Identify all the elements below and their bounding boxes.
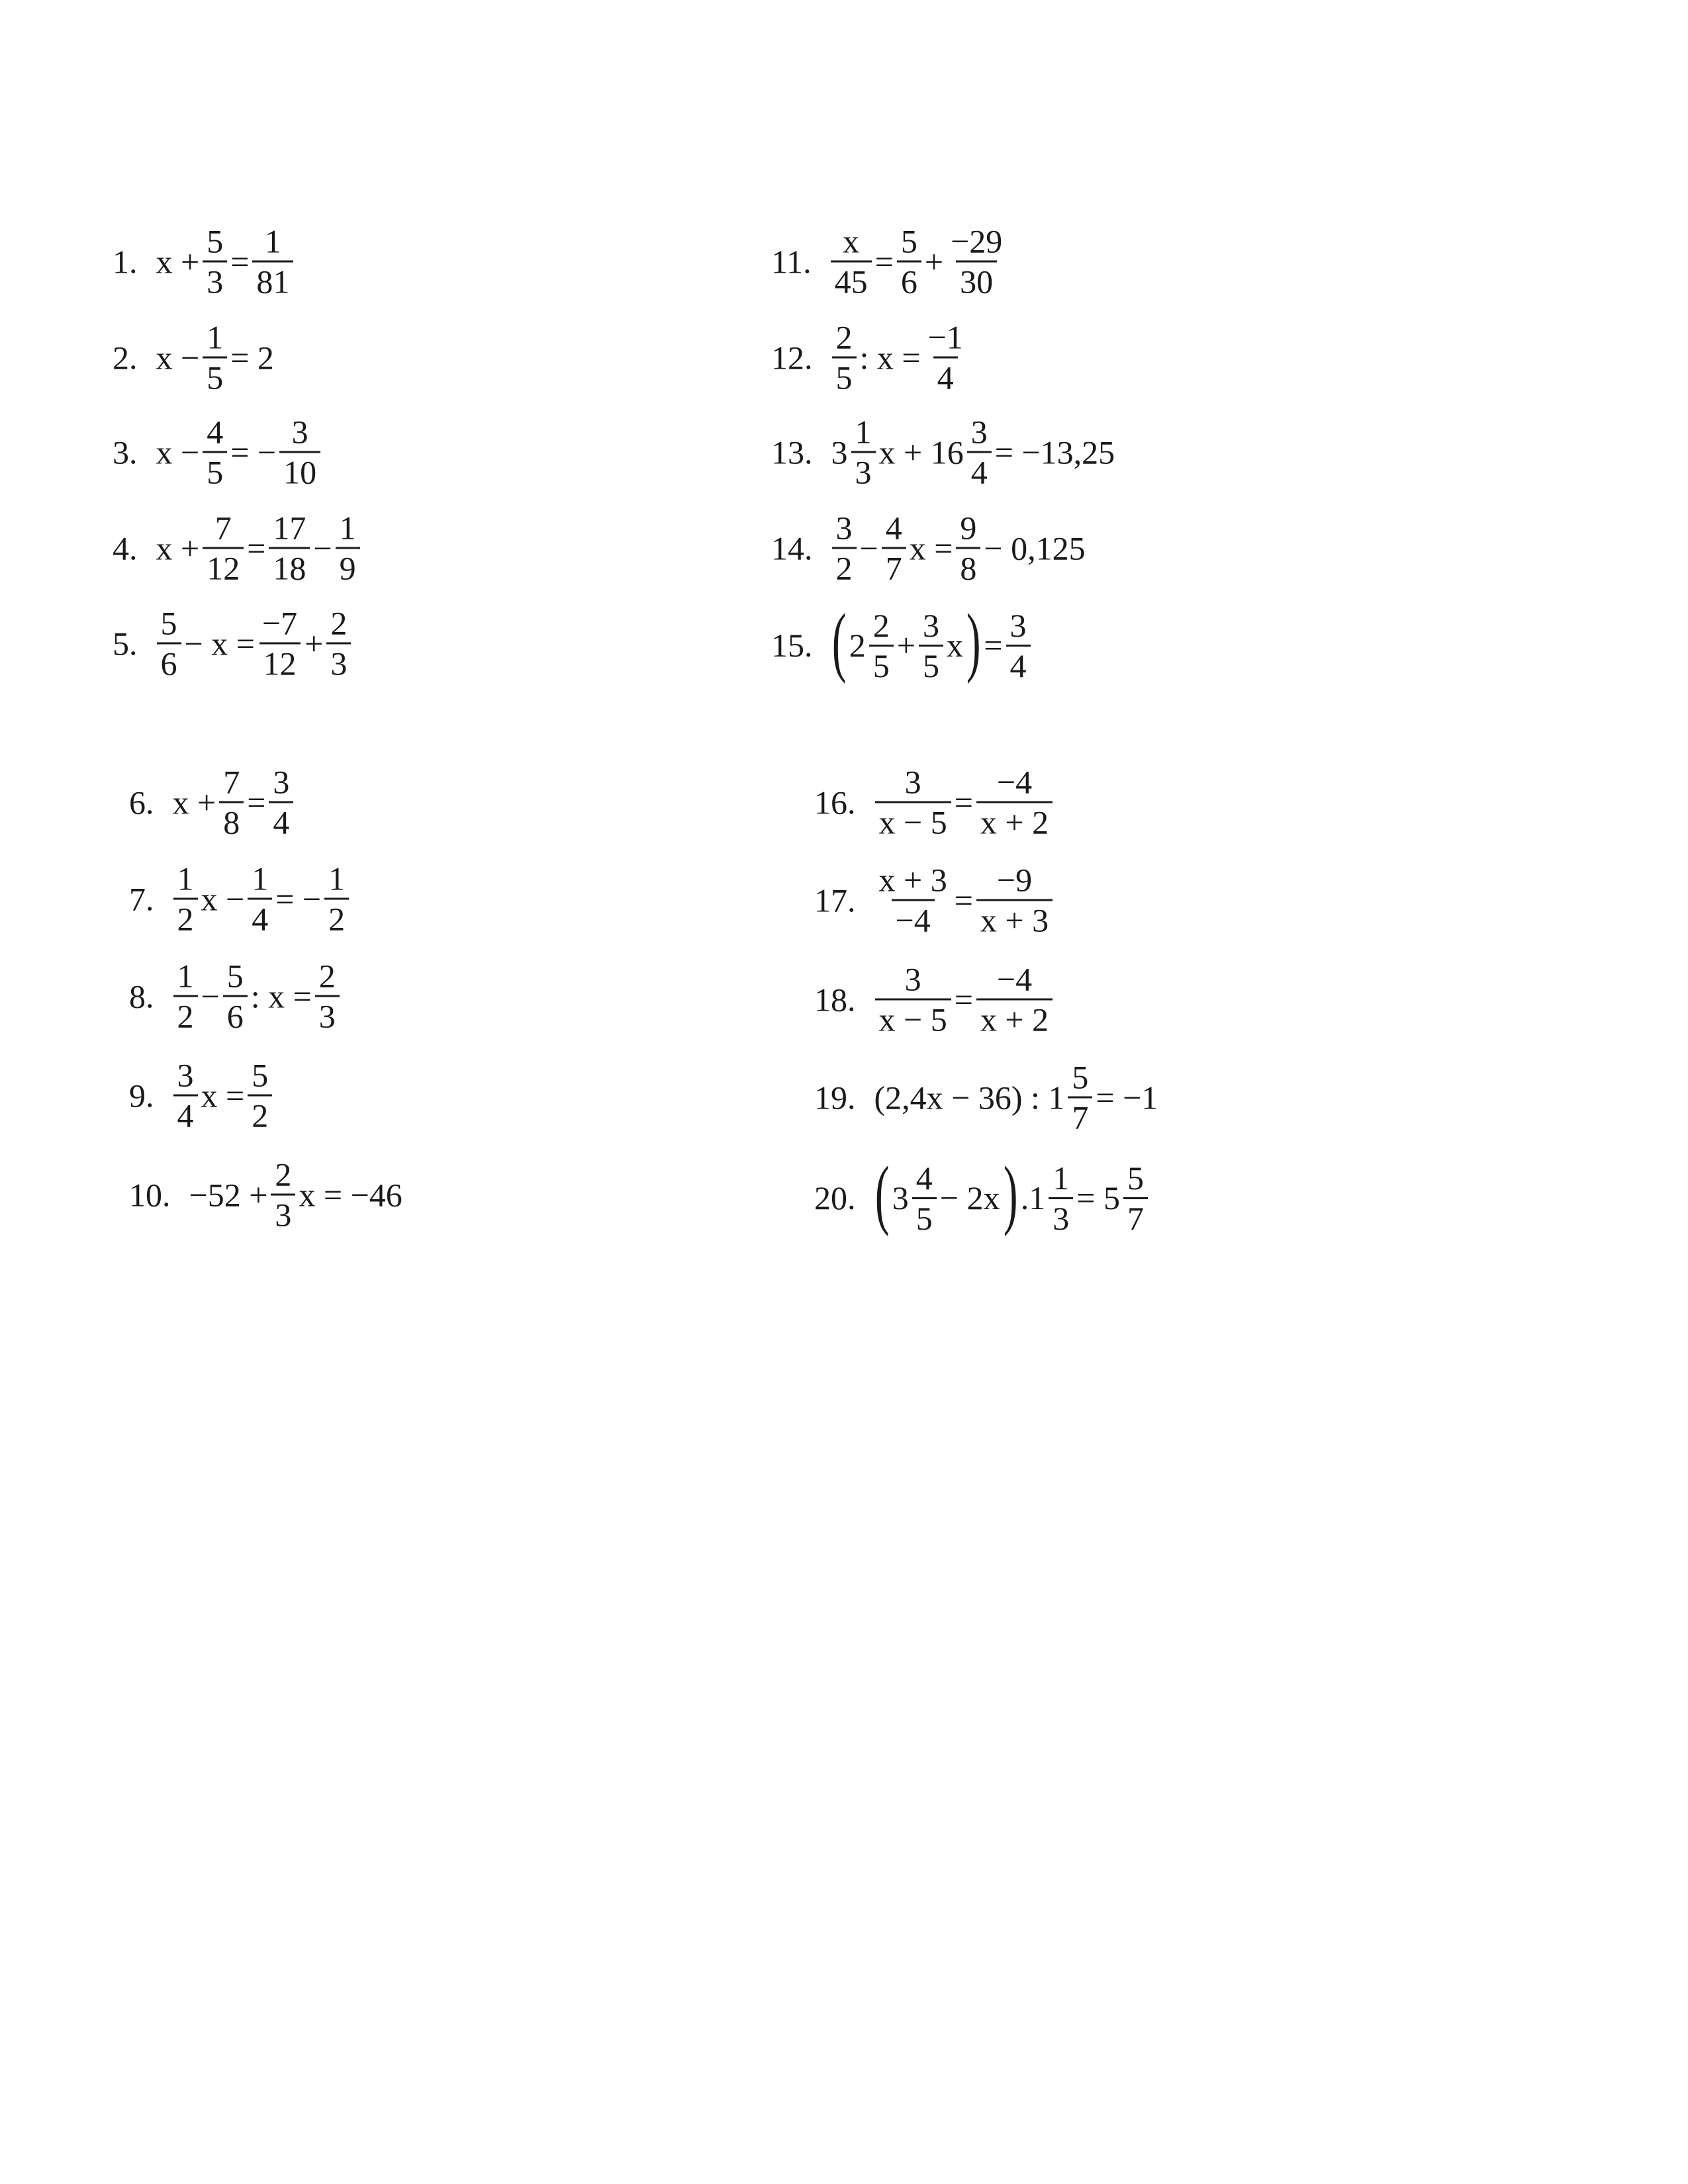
problem-number: 20. (814, 1179, 856, 1216)
fraction (203, 222, 227, 300)
fraction-denominator: 5 (832, 357, 857, 394)
problem-number: 17. (814, 882, 856, 919)
fraction (258, 604, 301, 682)
fraction (1006, 606, 1031, 684)
equation-10 (129, 1158, 404, 1232)
fraction-numerator: 3 (177, 1056, 194, 1094)
fraction-numerator: 5 (252, 1056, 269, 1094)
fraction (832, 509, 857, 587)
fraction (326, 604, 351, 682)
fraction-numerator: −4 (996, 960, 1033, 998)
fraction (832, 318, 857, 396)
fraction-numerator: 5 (160, 604, 177, 642)
fraction (924, 318, 967, 396)
expression-text: − (859, 529, 878, 567)
fraction-numerator: 1 (855, 413, 872, 451)
fraction (919, 606, 943, 684)
expression-text: x = (909, 529, 953, 567)
equation-17 (814, 861, 1055, 939)
expression-text: − x = (184, 625, 255, 662)
fraction-denominator: 2 (173, 898, 198, 936)
fraction-numerator: 5 (207, 222, 224, 260)
expression-text: = (954, 882, 973, 919)
fraction-denominator: 4 (1006, 645, 1031, 682)
expression-text: = 5 (1076, 1179, 1120, 1216)
equation-8 (129, 957, 342, 1035)
expression-text: x = −46 (299, 1176, 402, 1213)
fraction (912, 1161, 937, 1235)
expression-text: −52 + (189, 1176, 268, 1213)
fraction-denominator: 4 (933, 357, 958, 394)
fraction (897, 222, 921, 300)
expression-text: (2,4x − 36) : 1 (874, 1079, 1065, 1116)
equation-13 (771, 413, 1116, 491)
fraction-denominator: x + 2 (976, 999, 1053, 1036)
fraction-numerator: 1 (328, 860, 346, 897)
fraction (248, 1056, 272, 1134)
fraction-numerator: 1 (1053, 1159, 1070, 1197)
fraction (203, 509, 244, 587)
fraction-numerator: −4 (996, 763, 1033, 801)
fraction (336, 509, 360, 587)
expression-text: + (896, 627, 915, 664)
problem-number: 2. (113, 339, 138, 376)
fraction-numerator: 3 (904, 763, 921, 801)
fraction-denominator: −4 (892, 899, 935, 937)
fraction-denominator: x + 2 (976, 801, 1053, 839)
fraction-denominator: 12 (259, 643, 301, 680)
fraction-numerator: x + 3 (878, 861, 947, 899)
fraction-denominator: 2 (173, 995, 198, 1033)
fraction-denominator: 5 (203, 451, 227, 489)
expression-text: = (954, 784, 973, 821)
equation-16 (814, 763, 1055, 841)
fraction-denominator: 10 (279, 451, 320, 489)
parenthesis: ( (874, 1150, 889, 1237)
fraction-denominator: 7 (1068, 1097, 1092, 1134)
fraction (956, 509, 980, 587)
fraction-numerator: 1 (207, 318, 224, 356)
problem-number: 7. (129, 880, 154, 917)
fraction-denominator: 7 (882, 547, 906, 585)
fraction (869, 606, 894, 684)
fraction-numerator: 7 (214, 509, 232, 547)
fraction (315, 957, 340, 1035)
fraction-numerator: 3 (970, 413, 988, 451)
expression-text: x − (156, 433, 200, 471)
expression-text: = (984, 627, 1003, 664)
equation-18 (814, 960, 1055, 1038)
fraction-denominator: 5 (912, 1197, 937, 1235)
fraction (875, 861, 951, 939)
fraction-numerator: 3 (835, 509, 853, 547)
expression-text: x − (156, 339, 200, 376)
fraction-denominator: 12 (203, 547, 244, 585)
fraction-denominator: 3 (203, 261, 227, 298)
fraction-numerator: 3 (923, 606, 939, 644)
fraction (875, 763, 951, 841)
expression-text: x = (201, 1077, 245, 1114)
fraction (173, 862, 198, 936)
parenthesis: ( (831, 598, 846, 684)
fraction (269, 763, 293, 841)
fraction-numerator: −7 (261, 604, 298, 642)
fraction (271, 1158, 295, 1232)
fraction (279, 413, 320, 491)
fraction-denominator: 6 (897, 261, 921, 298)
fraction (203, 318, 227, 396)
fraction-numerator: 1 (339, 509, 356, 547)
problem-number: 16. (814, 784, 856, 821)
fraction (173, 1056, 198, 1134)
problem-number: 10. (129, 1176, 171, 1213)
fraction (976, 763, 1053, 841)
equation-11 (771, 222, 1008, 300)
fraction (269, 509, 310, 587)
parenthesis: ) (1003, 1150, 1017, 1237)
fraction-numerator: 2 (872, 606, 890, 644)
fraction-denominator: 3 (851, 451, 876, 489)
expression-text: = (230, 243, 250, 280)
fraction (219, 763, 244, 841)
equation-6 (129, 763, 295, 841)
problem-number: 3. (113, 433, 138, 471)
fraction-denominator: 30 (956, 261, 997, 298)
fraction (223, 957, 248, 1035)
fraction-numerator: 3 (291, 413, 308, 451)
fraction (203, 413, 227, 491)
equation-19 (814, 1058, 1159, 1136)
fraction-numerator: −29 (951, 222, 1003, 260)
expression-text: + (924, 243, 944, 280)
expression-text: = 2 (230, 339, 274, 376)
fraction-numerator: 2 (835, 318, 853, 356)
fraction-numerator: 5 (226, 957, 244, 995)
equation-14 (771, 509, 1087, 587)
fraction (976, 861, 1053, 939)
fraction (157, 604, 181, 682)
fraction (1123, 1161, 1148, 1235)
fraction (976, 960, 1053, 1038)
fraction-numerator: 5 (900, 222, 917, 260)
fraction-denominator: 5 (203, 357, 227, 394)
equation-15 (771, 598, 1033, 684)
fraction-numerator: 7 (223, 763, 240, 801)
expression-text: x + (156, 529, 200, 567)
fraction (875, 960, 951, 1038)
equation-3 (113, 413, 322, 491)
expression-text: : x = (250, 978, 312, 1015)
expression-text: 3 (831, 433, 848, 471)
problem-number: 18. (814, 981, 856, 1018)
fraction-numerator: 1 (177, 957, 194, 995)
expression-text: .1 (1020, 1179, 1046, 1216)
equation-5 (113, 604, 353, 682)
problem-number: 12. (771, 339, 813, 376)
fraction-denominator: 2 (324, 898, 349, 936)
fraction-numerator: 1 (177, 860, 194, 897)
fraction-denominator: 3 (271, 1194, 295, 1232)
fraction (173, 957, 198, 1035)
fraction (967, 413, 992, 491)
expression-text: : x = (859, 339, 921, 376)
problem-number: 4. (113, 529, 138, 567)
fraction-numerator: 1 (252, 860, 269, 897)
expression-text: x − (201, 880, 245, 917)
fraction-denominator: 4 (248, 898, 272, 936)
fraction-denominator: x − 5 (875, 801, 951, 839)
equation-12 (771, 318, 969, 396)
fraction-denominator: 6 (157, 643, 181, 680)
expression-text: x + (172, 784, 216, 821)
fraction-numerator: 9 (960, 509, 977, 547)
expression-text: = (954, 981, 973, 1018)
problem-number: 9. (129, 1077, 154, 1114)
fraction-numerator: 3 (273, 763, 290, 801)
fraction-denominator: 45 (831, 261, 872, 298)
fraction-denominator: 8 (956, 547, 980, 585)
fraction-numerator: −1 (927, 318, 963, 356)
fraction-denominator: 81 (252, 261, 293, 298)
fraction-numerator: 2 (318, 957, 336, 995)
expression-text: + (305, 625, 324, 662)
fraction-denominator: 6 (223, 995, 248, 1033)
fraction-denominator: 7 (1123, 1197, 1148, 1235)
fraction-denominator: 2 (832, 547, 857, 585)
fraction-denominator: x − 5 (875, 999, 951, 1036)
equation-1 (113, 222, 295, 300)
expression-text: x + (156, 243, 200, 280)
fraction-numerator: 4 (207, 413, 224, 451)
problem-number: 5. (113, 625, 138, 662)
expression-text: 2 (849, 627, 866, 664)
equation-9 (129, 1056, 274, 1134)
fraction-denominator: 5 (869, 645, 894, 682)
fraction-denominator: 4 (967, 451, 992, 489)
problem-number: 19. (814, 1079, 856, 1116)
fraction-denominator: 4 (269, 801, 293, 839)
expression-text: = (247, 529, 266, 567)
problem-number: 14. (771, 529, 813, 567)
fraction-numerator: 3 (1009, 606, 1027, 644)
fraction (252, 222, 293, 300)
fraction-denominator: x + 3 (976, 899, 1053, 937)
fraction-denominator: 3 (315, 995, 340, 1033)
fraction (882, 509, 906, 587)
expression-text: = (874, 243, 894, 280)
fraction-denominator: 18 (269, 547, 310, 585)
expression-text: = − (275, 880, 322, 917)
problem-number: 1. (113, 243, 138, 280)
fraction (1049, 1161, 1073, 1235)
fraction-numerator: 2 (330, 604, 348, 642)
fraction-numerator: 5 (1127, 1159, 1144, 1197)
expression-text: = −1 (1096, 1079, 1158, 1116)
fraction (947, 222, 1006, 300)
fraction-denominator: 4 (173, 1095, 198, 1132)
expression-text: x + 16 (878, 433, 964, 471)
expression-text: 3 (892, 1179, 909, 1216)
equation-20 (814, 1150, 1150, 1237)
equation-2 (113, 318, 275, 396)
problem-number: 15. (771, 627, 813, 664)
fraction-denominator: 5 (919, 645, 943, 682)
fraction-numerator: 17 (273, 509, 306, 547)
fraction-numerator: 2 (275, 1156, 292, 1193)
problem-number: 8. (129, 978, 154, 1015)
fraction-numerator: x (843, 222, 860, 260)
fraction (1068, 1058, 1092, 1136)
expression-text: = (247, 784, 266, 821)
expression-text: = −13,25 (994, 433, 1115, 471)
expression-text: − (313, 529, 332, 567)
fraction-numerator: 3 (904, 960, 921, 998)
fraction-denominator: 8 (219, 801, 244, 839)
fraction-denominator: 3 (1049, 1197, 1073, 1235)
fraction-denominator: 3 (326, 643, 351, 680)
expression-text: − 0,125 (984, 529, 1086, 567)
fraction-numerator: −9 (996, 861, 1033, 899)
fraction (324, 862, 349, 936)
equation-7 (129, 862, 351, 936)
expression-text: = − (230, 433, 277, 471)
expression-text: − 2x (939, 1179, 1000, 1216)
problem-number: 11. (771, 243, 812, 280)
problem-number: 6. (129, 784, 154, 821)
expression-text: x (947, 627, 963, 664)
expression-text: − (201, 978, 220, 1015)
problem-number: 13. (771, 433, 813, 471)
fraction-numerator: 4 (915, 1159, 933, 1197)
fraction (248, 862, 272, 936)
fraction-numerator: 1 (264, 222, 281, 260)
fraction-numerator: 5 (1072, 1058, 1089, 1096)
parenthesis: ) (966, 598, 981, 684)
fraction (851, 413, 876, 491)
fraction-numerator: 4 (885, 509, 902, 547)
fraction (831, 222, 872, 300)
equation-4 (113, 509, 362, 587)
fraction-denominator: 9 (336, 547, 360, 585)
fraction-denominator: 2 (248, 1095, 272, 1132)
